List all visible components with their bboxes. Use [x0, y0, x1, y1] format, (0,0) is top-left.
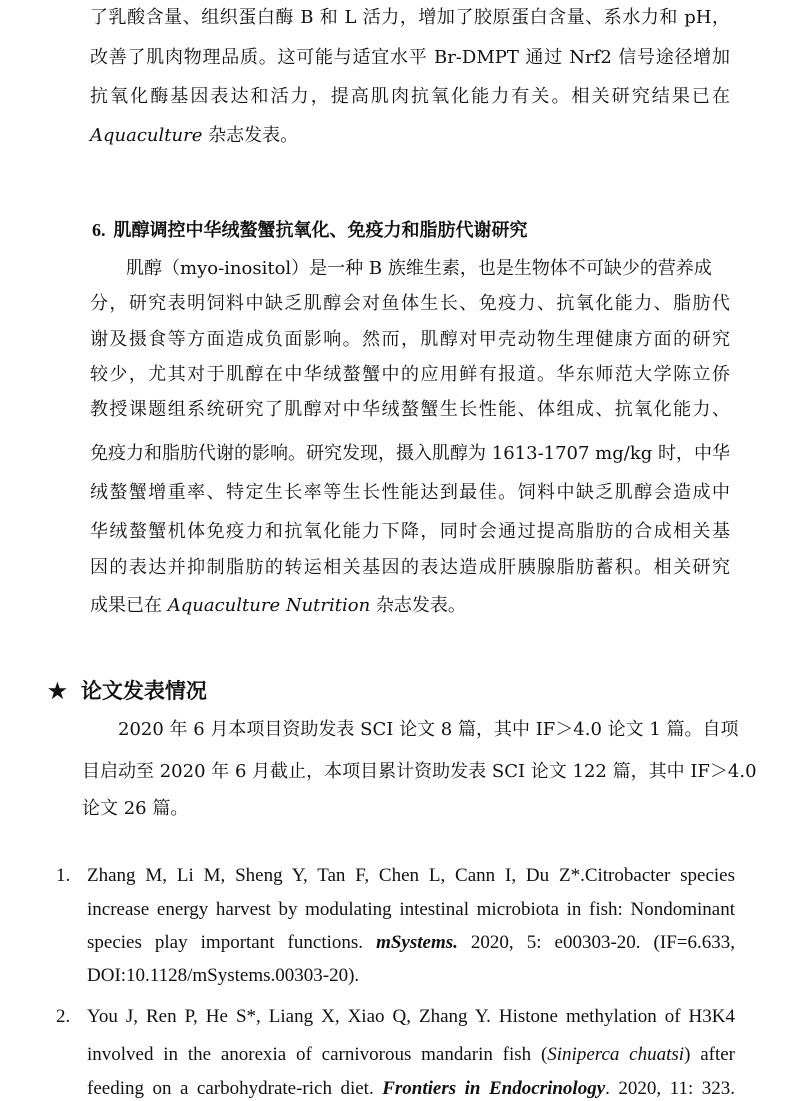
- publications-title: 论文发表情况: [80, 678, 207, 703]
- section6-line: 华绒螯蟹机体免疫力和抗氧化能力下降，同时会通过提高脂肪的合成相关基: [90, 521, 730, 542]
- journal-name: Aquaculture: [90, 125, 203, 146]
- section6-line: 肌醇（myo-inositol）是一种 B 族维生素，也是生物体不可缺少的营养成: [126, 258, 712, 279]
- section6-line: 免疫力和脂肪代谢的影响。研究发现，摄入肌醇为 1613-1707 mg/kg 时，中华: [90, 443, 730, 464]
- reference-line: [87, 1043, 735, 1067]
- journal-name: Frontiers in Endocrinology: [382, 1078, 606, 1099]
- para1-line: 了乳酸含量、组织蛋白酶 B 和 L 活力，增加了胶原蛋白含量、系水力和 pH，: [90, 7, 730, 28]
- reference-line: Zhang M, Li M, Sheng Y, Tan F, Chen L, Cann I, Du Z*.Citrobacter species: [87, 865, 735, 886]
- section6-line: 因的表达并抑制脂肪的转运相关基因的表达造成肝胰腺脂肪蓄积。相关研究: [90, 557, 730, 578]
- section6-last-text: 杂志发表。: [370, 595, 466, 616]
- reference-text: feeding on a carbohydrate-rich diet.: [87, 1078, 383, 1099]
- reference-line: You J, Ren P, He S*, Liang X, Xiao Q, Zhang Y. Histone methylation of H3K4: [87, 1006, 735, 1027]
- reference-line: DOI:10.1128/mSystems.00303-20).: [87, 965, 360, 986]
- section6-last-line: [90, 594, 466, 618]
- section-number: 6.: [92, 220, 106, 240]
- section6-line: 谢及摄食等方面造成负面影响。然而，肌醇对甲壳动物生理健康方面的研究: [90, 329, 730, 350]
- section-heading: [92, 216, 528, 242]
- para1-last-text: 杂志发表。: [202, 125, 299, 146]
- section6-line: 分，研究表明饲料中缺乏肌醇会对鱼体生长、免疫力、抗氧化能力、脂肪代: [90, 293, 730, 314]
- para1-last-line: [90, 124, 298, 148]
- reference-text: 2020, 5: e00303-20. (IF=6.633,: [457, 932, 735, 953]
- reference-number: 1.: [56, 865, 71, 886]
- section6-last-prefix: 成果已在: [90, 595, 168, 616]
- summary-line: 2020 年 6 月本项目资助发表 SCI 论文 8 篇，其中 IF＞4.0 论文 1 篇。自项: [118, 719, 739, 740]
- section6-line: 教授课题组系统研究了肌醇对中华绒螯蟹生长性能、体组成、抗氧化能力、: [90, 399, 730, 420]
- summary-line: 论文 26 篇。: [82, 798, 189, 819]
- publications-heading: [48, 675, 207, 705]
- section-title: 肌醇调控中华绒螯蟹抗氧化、免疫力和脂肪代谢研究: [113, 220, 528, 241]
- para1-line: 抗氧化酶基因表达和活力，提高肌肉抗氧化能力有关。相关研究结果已在: [90, 86, 730, 107]
- para1-line: 改善了肌肉物理品质。这可能与适宜水平 Br-DMPT 通过 Nrf2 信号途径增加: [90, 47, 730, 68]
- reference-text: species play important functions.: [87, 932, 377, 953]
- star-icon: ★: [48, 678, 67, 703]
- section6-line: 绒螯蟹增重率、特定生长率等生长性能达到最佳。饲料中缺乏肌醇会造成中: [90, 482, 730, 503]
- reference-line: [87, 931, 735, 955]
- reference-line: increase energy harvest by modulating intestinal microbiota in fish: Nondominant: [87, 899, 735, 920]
- reference-text: involved in the anorexia of carnivorous mandarin fish (: [87, 1044, 548, 1065]
- reference-number: 2.: [56, 1006, 71, 1027]
- summary-line: 目启动至 2020 年 6 月截止，本项目累计资助发表 SCI 论文 122 篇，其中 IF＞4.0: [82, 761, 757, 782]
- section6-line: 较少，尤其对于肌醇在中华绒螯蟹中的应用鲜有报道。华东师范大学陈立侨: [90, 364, 730, 385]
- reference-text: ) after: [684, 1044, 735, 1065]
- species-name: Siniperca chuatsi: [547, 1044, 685, 1065]
- reference-text: . 2020, 11: 323.: [605, 1078, 735, 1099]
- journal-name: Aquaculture Nutrition: [167, 595, 371, 616]
- reference-line: [87, 1077, 735, 1101]
- journal-name: mSystems.: [376, 932, 458, 953]
